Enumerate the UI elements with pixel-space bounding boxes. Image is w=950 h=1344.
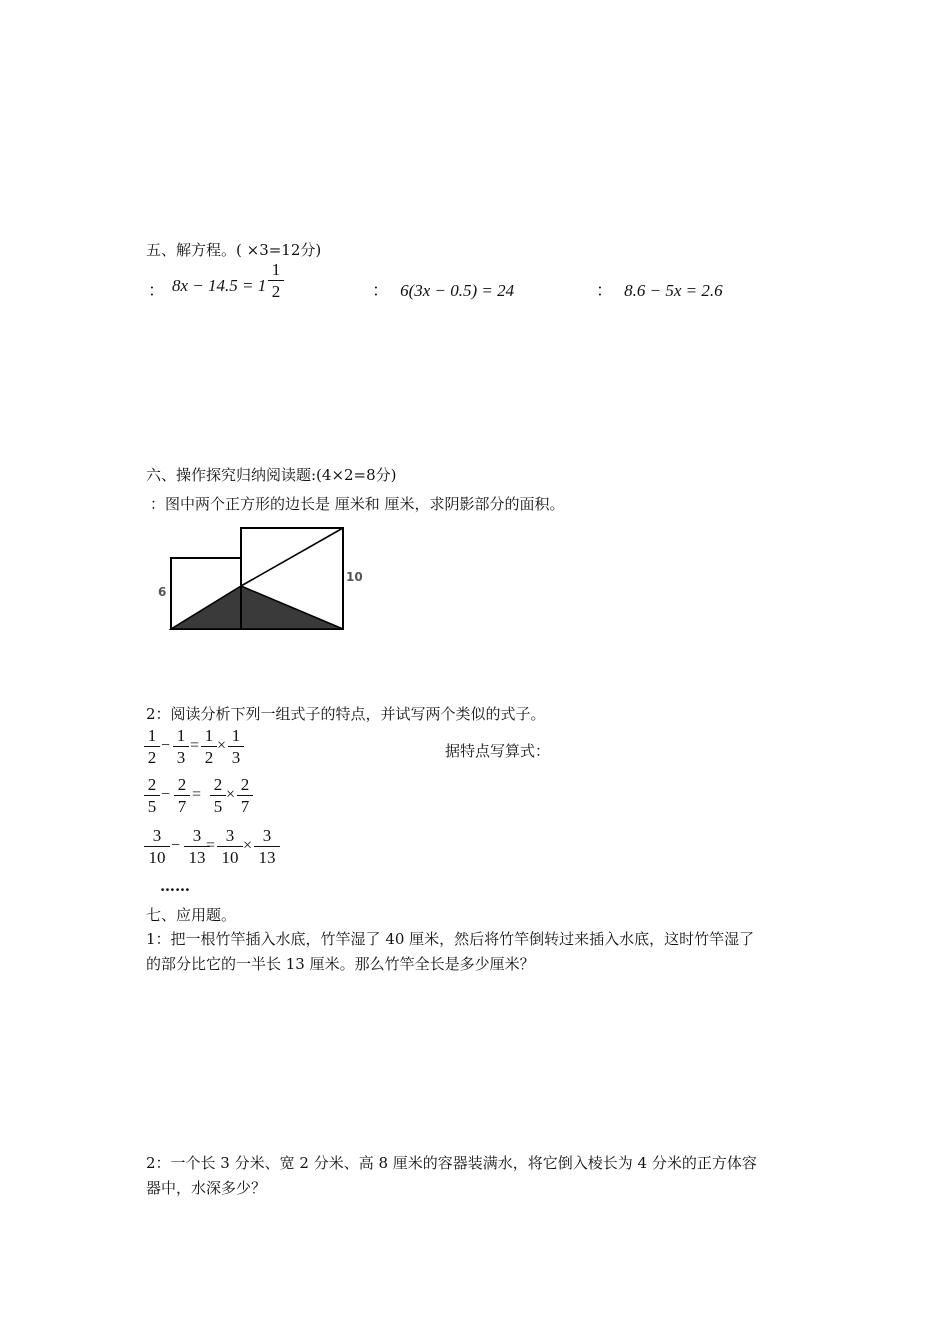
section5-heading: 五、解方程。( ×3=12分) [146, 241, 322, 259]
row1-minus: − [161, 737, 171, 754]
row3-minus: − [171, 837, 181, 854]
row2-fraction-c: 2 5 [210, 775, 226, 816]
section7-question-1-line-1: 1：把一根竹竿插入水底，竹竿湿了 40 厘米，然后将竹竿倒转过来插入水底，这时竹竿湿了 [146, 930, 755, 948]
equation-2-prefix: ： [372, 281, 389, 300]
row1-fraction-b: 1 3 [173, 726, 189, 767]
label-left: 6 [158, 585, 167, 599]
fraction-row-2 [144, 775, 284, 821]
section7-question-2-line-2: 器中，水深多少？ [146, 1179, 267, 1197]
shaded-triangle [171, 586, 343, 629]
row1-fraction-d: 1 3 [228, 726, 244, 767]
equation-3-text: 8.6 − 5x = 2.6 [624, 281, 723, 300]
row2-fraction-b: 2 7 [174, 775, 190, 816]
row3-fraction-a: 3 10 [144, 826, 170, 867]
squares-figure [150, 520, 380, 640]
equation-2 [372, 276, 514, 301]
row1-fraction-a: 1 2 [144, 726, 160, 767]
row2-fraction-d: 2 7 [237, 775, 253, 816]
row2-fraction-a: 2 5 [144, 775, 160, 816]
equation-1-frac-den: 2 [271, 282, 281, 301]
row2-times: × [226, 786, 236, 803]
section7-question-1-line-2: 的部分比它的一半长 13 厘米。那么竹竿全长是多少厘米？ [146, 955, 535, 973]
equation-1-frac-num: 1 [271, 260, 281, 279]
equation-2-text: 6(3x − 0.5) = 24 [400, 281, 515, 300]
fraction-bar [268, 280, 284, 281]
section6-question-1: ：图中两个正方形的边长是 厘米和 厘米，求阴影部分的面积。 [150, 495, 565, 513]
section7-heading: 七、应用题。 [146, 906, 237, 924]
row3-fraction-d: 3 13 [254, 826, 280, 867]
row3-equals: = [206, 837, 216, 854]
section7-question-2-line-1: 2：一个长 3 分米、宽 2 分米、高 8 厘米的容器装满水，将它倒入棱长为 4 分米的正方体容 [146, 1154, 757, 1172]
row3-fraction-b: 3 13 [184, 826, 210, 867]
diagonal-line [241, 528, 343, 586]
row1-equals: = [190, 737, 200, 754]
write-prompt: 据特点写算式： [445, 742, 551, 760]
equation-3-prefix: ： [596, 281, 613, 300]
row1-times: × [217, 737, 227, 754]
equation-1-prefix: ： [148, 281, 165, 300]
equation-3 [596, 276, 723, 301]
row3-times: × [243, 837, 253, 854]
row3-fraction-c: 3 10 [217, 826, 243, 867]
row2-equals: = [192, 786, 202, 803]
label-right: 10 [346, 570, 363, 584]
equation-1-fraction [268, 260, 284, 301]
ellipsis: …… [160, 877, 190, 895]
section6-heading: 六、操作探究归纳阅读题:(4×2=8分) [146, 466, 397, 484]
fraction-row-1 [144, 726, 284, 772]
fraction-row-3 [144, 826, 294, 872]
equation-1-lhs: 8x − 14.5 = 1 [172, 276, 267, 295]
row2-minus: − [161, 786, 171, 803]
row1-fraction-c: 1 2 [201, 726, 217, 767]
section6-question-2: 2：阅读分析下列一组式子的特点，并试写两个类似的式子。 [146, 705, 546, 723]
